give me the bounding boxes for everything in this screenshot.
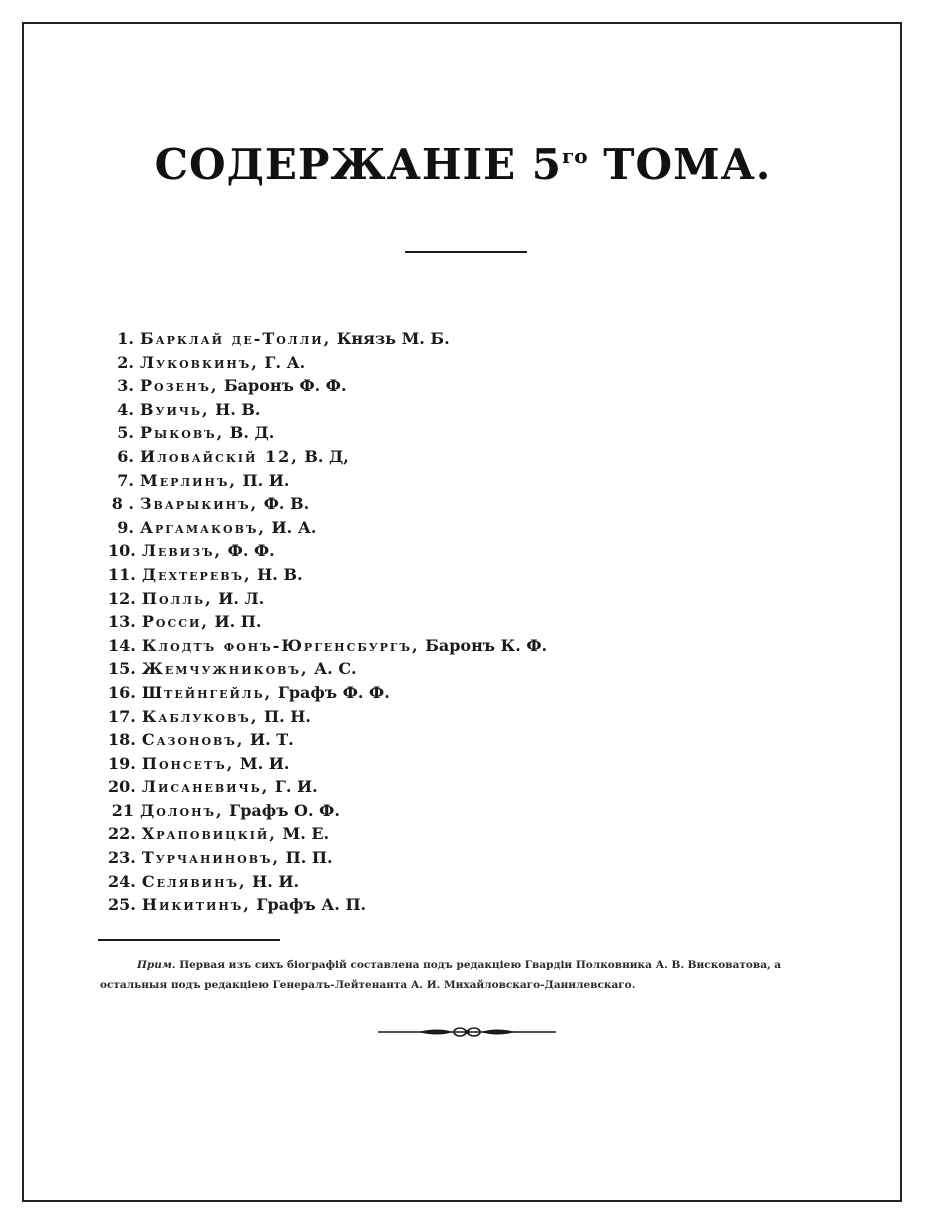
contents-entry [108,681,547,705]
entry-number: 3. [117,376,134,396]
entry-title-initials: Н. В. [251,564,303,584]
entry-title-initials: Баронъ К. Ф. [419,635,548,655]
entry-surname: Вуичь, [140,399,210,419]
entry-title-initials: И. Л. [212,588,265,608]
contents-list [108,327,547,917]
entry-surname: Никитинъ, [141,895,251,915]
entry-number: 24. [108,871,136,891]
contents-entry [108,563,547,587]
contents-entry [108,587,547,611]
page-title [0,140,926,189]
contents-entry [108,846,547,870]
entry-surname: Рыковъ, [140,423,225,443]
entry-surname: Полль, [141,588,213,608]
entry-title-initials: П. И. [236,470,290,490]
entry-number: 18. [108,730,136,750]
entry-title-initials: Г. И. [269,777,318,797]
entry-number: 23. [108,848,136,868]
entry-surname: Штейнгейль, [141,682,273,702]
entry-surname: Долонъ, [140,800,224,820]
entry-title-initials: В. Д. [224,423,275,443]
entry-number: 1. [117,329,134,348]
entry-surname: Розенъ, [140,376,219,396]
contents-entry [108,445,547,469]
entry-title-initials: П. П. [280,848,333,868]
entry-surname: Понсетъ, [141,753,235,773]
entry-number: 21 [111,800,134,820]
entry-number: 7. [117,470,134,490]
entry-title-initials: М. И. [234,753,290,773]
contents-entry [108,799,547,823]
entry-surname: Храповицкій, [141,824,277,844]
contents-entry [108,610,547,634]
contents-entry [108,374,547,398]
entry-number: 2. [117,352,134,372]
entry-number: 20. [108,777,136,797]
entry-number: 9. [117,517,134,537]
entry-title-initials: Н. И. [246,871,300,891]
contents-entry [108,728,547,752]
entry-number: 17. [108,706,136,726]
contents-entry [108,492,547,516]
footnote-label: Прим. [137,959,176,971]
contents-entry [108,327,547,351]
entry-number: 5. [117,423,134,443]
footnote [100,955,840,995]
contents-entry [108,516,547,540]
entry-title-initials: Графъ А. П. [250,895,367,915]
entry-number: 4. [117,399,134,419]
entry-title-initials: Ф. В. [258,494,310,514]
entry-surname: Левизъ, [141,541,223,561]
entry-title-initials: И. Т. [244,730,294,750]
title-main: СОДЕРЖАНІЕ 5 [154,140,563,189]
entry-title-initials: И. А. [265,517,317,537]
entry-title-initials: И. П. [208,612,262,632]
entry-surname: Турчаниновъ, [141,848,281,868]
entry-number: 16. [108,682,136,702]
entry-title-initials: Графъ Ф. Ф. [272,682,390,702]
contents-entry [108,421,547,445]
contents-entry [108,539,547,563]
entry-number: 15. [108,659,136,679]
entry-title-initials: В. Д, [298,446,349,466]
entry-surname: Клодтъ фонъ-Юргенсбургъ, [141,635,420,655]
entry-title-initials: Н. В. [209,399,261,419]
entry-title-initials: Графъ О. Ф. [223,800,340,820]
contents-entry [108,351,547,375]
entry-number: 11. [108,564,136,584]
title-superscript: го [562,144,588,168]
entry-title-initials: П. Н. [258,706,311,726]
entry-surname: Иловайскій 12, [140,446,299,466]
entry-number: 14. [108,635,136,655]
entry-surname: Жемчужниковъ, [141,659,309,679]
entry-title-initials: А. С. [308,659,357,679]
ornament-divider-icon [378,1022,556,1042]
contents-entry [108,870,547,894]
contents-entry [108,657,547,681]
footnote-rule [98,939,280,941]
entry-surname: Селявинъ, [141,871,247,891]
contents-entry [108,775,547,799]
contents-entry [108,822,547,846]
entry-number: 13. [108,612,136,632]
entry-number: 22. [108,824,136,844]
entry-surname: Росси, [141,612,209,632]
entry-surname: Барклай де-Толли, [140,329,332,348]
entry-title-initials: Баронъ Ф. Ф. [218,376,347,396]
entry-number: 19. [108,753,136,773]
entry-surname: Мерлинъ, [140,470,237,490]
entry-surname: Дехтеревъ, [141,564,252,584]
entry-title-initials: Г. А. [258,352,306,372]
entry-surname: Лисаневичь, [141,777,270,797]
entry-number: 10. [108,541,136,561]
entry-surname: Каблуковъ, [141,706,259,726]
title-underline-rule [405,251,527,253]
entry-number: 12. [108,588,136,608]
contents-entry [108,752,547,776]
contents-entry [108,398,547,422]
contents-entry [108,705,547,729]
entry-title-initials: Князь М. Б. [331,329,450,348]
contents-entry [108,634,547,658]
footnote-text: Первая изъ сихъ біографій составлена подъ редакціею Гвардіи Полковника А. В. Висковатова, а остальныя подъ редакціею Генералъ-Лейтенанта А. И. Михайловскаго-Данилевскаго. [100,959,782,991]
title-tail: ТОМА. [587,140,772,189]
entry-surname: Луковкинъ, [140,352,259,372]
entry-number: 25. [108,895,136,915]
contents-entry [108,893,547,917]
entry-surname: Сазоновъ, [141,730,245,750]
entry-surname: Аргамаковъ, [140,517,266,537]
entry-number: 8 . [111,494,134,514]
entry-number: 6. [117,446,134,466]
contents-entry [108,469,547,493]
entry-title-initials: Ф. Ф. [222,541,275,561]
entry-surname: Зварыкинъ, [140,494,259,514]
entry-title-initials: М. Е. [276,824,330,844]
